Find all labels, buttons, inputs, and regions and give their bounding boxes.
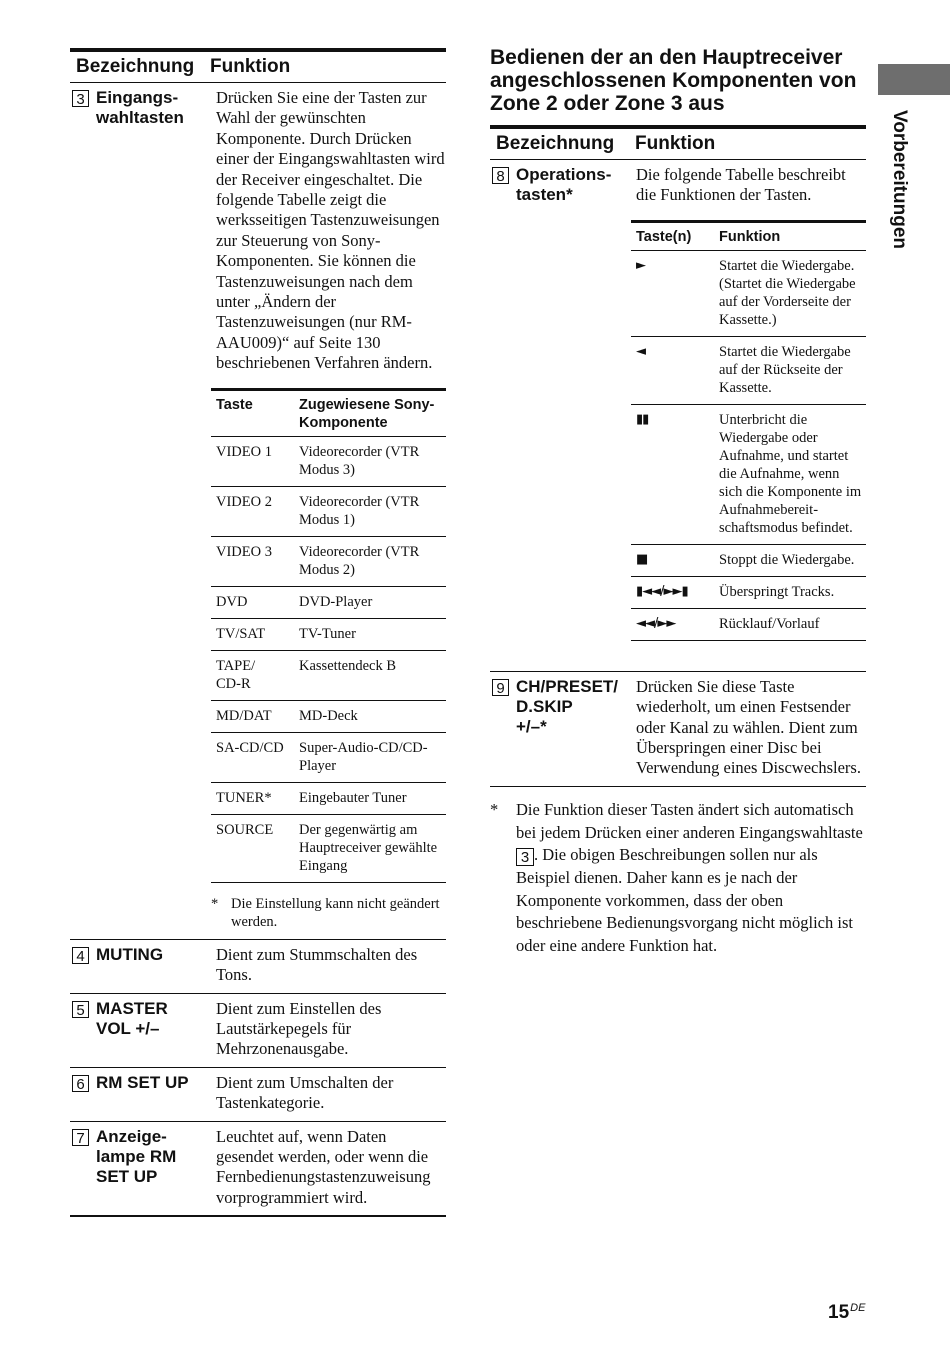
section-tab-marker [878,64,950,95]
table-row [631,577,866,609]
page-number: 15DE [828,1302,866,1323]
table-row [211,619,446,651]
header-funktion: Funktion [210,56,291,77]
key-function: Startet die Wiedergabe auf der Rückseite der Kassette. [719,343,851,396]
key-name: TAPE/ CD-R [216,657,256,692]
row-ch-preset [490,672,866,787]
table-row [631,337,866,405]
key-function: Startet die Wiedergabe. (Startet die Wiedergabe auf der Vorderseite der Kassette.) [719,257,856,328]
row-operationstasten [490,160,866,672]
table-row [211,733,446,783]
right-table-header [490,129,866,160]
key-name: TUNER* [216,789,272,806]
key-name: TV/SAT [216,625,266,642]
item-number-6: 6 [72,1075,89,1092]
key-function: Stoppt die Wiedergabe. [719,551,855,568]
table-row [211,815,446,883]
item-description: Dient zum Einstellen des Lautstärkepegels für Mehrzonenausgabe. [216,998,382,1059]
table-row [211,587,446,619]
key-function: Überspringt Tracks. [719,583,835,600]
row-anzeigelampe [70,1122,446,1218]
assigned-component: Eingebauter Tuner [299,789,407,806]
table-row [211,701,446,733]
assigned-component: Kassettendeck B [299,657,397,674]
table-row [211,487,446,537]
key-name: SOURCE [216,821,274,838]
assigned-component: Videorecorder (VTR Modus 2) [299,543,420,578]
table-row [211,651,446,701]
assigned-component: DVD-Player [299,593,373,610]
key-name: DVD [216,593,248,610]
item-number-9: 9 [492,679,509,696]
key-symbol: ▮▮ [636,411,649,427]
item-description: Die folgende Tabelle beschreibt die Funktionen der Tasten. [636,165,846,205]
item-name: MUTING [96,944,164,964]
row-master-vol [70,994,446,1068]
key-function: Unterbricht die Wiedergabe oder Aufnahme, und startet die Aufnahme, wenn sich die Komponente im Aufnahmebereit-schaftsmodus befindet. [719,411,862,536]
row-eingangswahltasten [70,83,446,940]
table-row [631,251,866,337]
assigned-component: Videorecorder (VTR Modus 1) [299,493,420,528]
table-row [631,545,866,577]
table-row [631,609,866,641]
item-number-3: 3 [72,90,89,107]
item-name: Operations- tasten* [516,165,612,204]
key-assignment-header [211,391,446,437]
item-name: Anzeige- lampe RM SET UP [96,1126,177,1186]
key-name: MD/DAT [216,707,272,724]
item-number-ref: 3 [516,848,534,866]
key-name: VIDEO 3 [216,543,272,560]
assigned-component: Der gegenwärtig am Hauptreceiver gewählte Eingang [299,821,438,874]
section-tab-label: Vorbereitungen [889,110,910,249]
key-symbol: ▮◄◄/►►▮ [636,583,688,599]
key-name: VIDEO 1 [216,443,272,460]
header-bezeichnung: Bezeichnung [496,133,615,154]
assigned-component: MD-Deck [299,707,358,724]
item-name: MASTER VOL +/– [96,998,168,1038]
table-row [211,783,446,815]
key-function: Rücklauf/Vorlauf [719,615,820,632]
header-funktion: Funktion [635,133,716,154]
header-tasten: Taste(n) [636,228,692,245]
header-zugewiesene-komponente: Zugewiesene Sony-Komponente [299,396,435,431]
item-description: Drücken Sie eine der Tasten zur Wahl der gewünschten Komponente. Durch Drücken einer der Eingangswahltasten wird der Receiver eingeschaltet. Die folgende Tabelle zeigt die werksseitigen Tastenzuweisungen zur Steuerung von Sony-Komponenten. Sie können die Tastenzuweisungen nach dem unter „Ändern der Tastenzuweisungen (nur RM-AAU009)“ auf Seite 130 beschriebenen Verfahren ändern. [216,88,445,373]
footnote [490,799,866,958]
key-symbol: ◄ [636,343,645,359]
key-symbol: ◄◄/►► [636,615,676,631]
item-description: Dient zum Stummschalten des Tons. [216,944,418,985]
key-name: VIDEO 2 [216,493,272,510]
key-function-table [631,220,866,641]
assigned-component: TV-Tuner [299,625,356,642]
item-description: Leuchtet auf, wenn Daten gesendet werden, oder wenn die Fernbedienungstastenzuweisung vorprogrammiert wird. [216,1126,431,1207]
assigned-component: Super-Audio-CD/CD-Player [299,739,428,774]
header-funktion: Funktion [719,228,781,245]
item-description: Dient zum Umschalten der Tastenkategorie. [216,1072,394,1113]
table-row [211,537,446,587]
key-symbol: ■ [636,551,648,567]
row-rm-set-up [70,1068,446,1122]
item-description: Drücken Sie diese Taste wiederholt, um einen Festsender oder Kanal zu wählen. Dient zum Überspringen einer Disc bei Verwendung eines Discwechslers. [636,676,861,778]
footnote-star: * [490,799,499,819]
left-table-header [70,52,446,83]
key-symbol: ► [636,257,645,273]
assigned-component: Videorecorder (VTR Modus 3) [299,443,420,478]
footnote-text: Die Funktion dieser Tasten ändert sich automatisch bei jedem Drücken einer anderen Eingangswahltaste 3 . Die obigen Beschreibungen sollen nur als Beispiel dienen. Daher kann es je nach der Komponente vorkommen, dass der oben beschriebene Bedienungsvorgang nicht möglich ist oder eine andere Funktion hat. [516,799,863,956]
table-row [631,405,866,545]
assignment-note: * Die Einstellung kann nicht geändert werden. [211,895,440,930]
item-name: CH/PRESET/ D.SKIP +/–* [516,676,619,736]
table-row [211,437,446,487]
row-muting [70,940,446,994]
item-name: Eingangs- wahltasten [96,88,184,127]
item-number-4: 4 [72,947,89,964]
left-column [70,48,446,1217]
header-bezeichnung: Bezeichnung [76,56,195,77]
section-title: Bedienen der an den Hauptreceiver angeschlossenen Komponenten von Zone 2 oder Zone 3 aus [490,46,857,115]
key-assignment-table [211,388,446,939]
item-number-8: 8 [492,167,509,184]
item-number-5: 5 [72,1001,89,1018]
header-taste: Taste [216,396,253,413]
item-name: RM SET UP [96,1072,189,1092]
item-number-7: 7 [72,1129,89,1146]
key-name: SA-CD/CD [216,739,284,756]
key-function-header [631,223,866,251]
right-column [490,46,866,958]
